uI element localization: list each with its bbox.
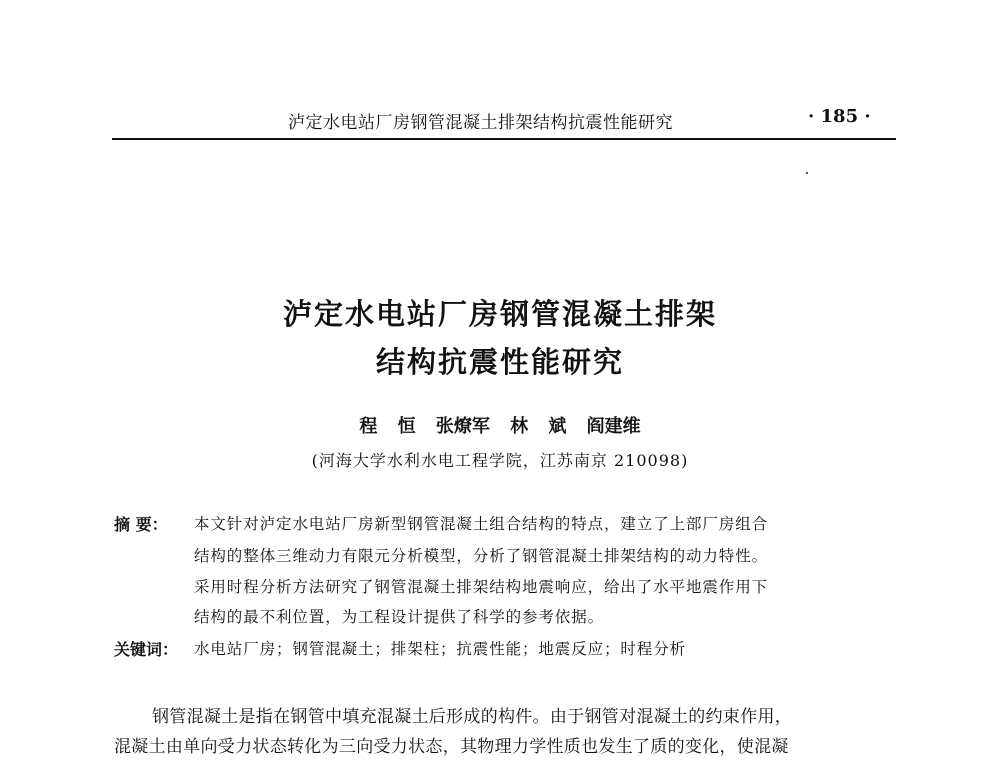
paper-title-line-1: 泸定水电站厂房钢管混凝土排架 [282, 297, 717, 331]
scan-speck [806, 172, 808, 174]
header-rule [112, 138, 896, 140]
abstract-line: 采用时程分析方法研究了钢管混凝土排架结构地震响应，给出了水平地震作用下 [194, 578, 769, 596]
body-text-line: 混凝土由单向受力状态转化为三向受力状态，其物理力学性质也发生了质的变化，使混凝 [114, 737, 789, 757]
abstract-line: 本文针对泸定水电站厂房新型钢管混凝土组合结构的特点，建立了上部厂房组合 [194, 515, 769, 533]
running-header-title: 泸定水电站厂房钢管混凝土排架结构抗震性能研究 [288, 113, 673, 133]
page-number: · 185 · [808, 106, 871, 127]
abstract-line: 结构的整体三维动力有限元分析模型，分析了钢管混凝土排架结构的动力特性。 [194, 547, 769, 565]
abstract-line: 结构的最不利位置，为工程设计提供了科学的参考依据。 [194, 608, 605, 626]
paper-title-line-2: 结构抗震性能研究 [375, 345, 624, 379]
keywords-label: 关键词： [114, 640, 179, 659]
keywords-text: 水电站厂房；钢管混凝土；排架柱；抗震性能；地震反应；时程分析 [194, 640, 687, 658]
abstract-label: 摘 要： [114, 515, 168, 534]
author-list: 程 恒 张燎军 林 斌 阎建维 [359, 416, 641, 437]
author-affiliation: (河海大学水利水电工程学院，江苏南京 210098) [311, 451, 689, 470]
body-text-line: 钢管混凝土是指在钢管中填充混凝土后形成的构件。由于钢管对混凝土的约束作用， [152, 707, 793, 727]
